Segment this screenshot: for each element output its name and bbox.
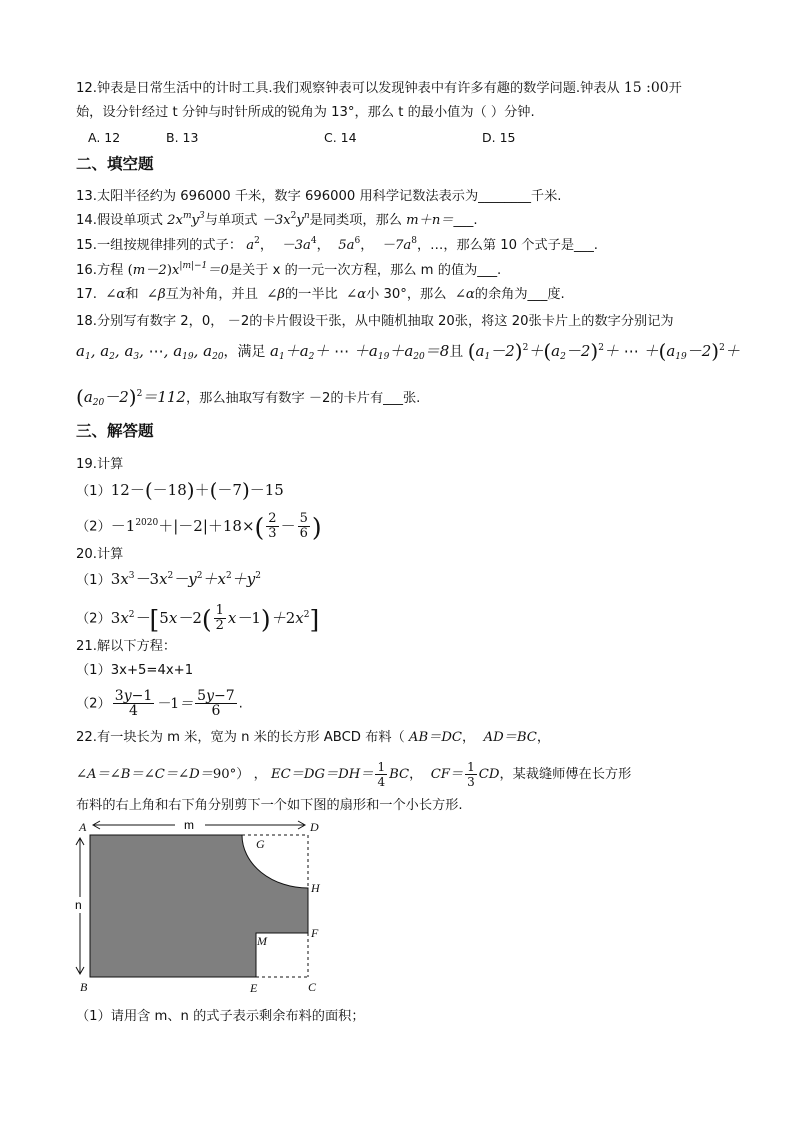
- label-a: A: [79, 820, 87, 834]
- q22-line3: 布料的右上角和右下角分别剪下一个如下图的扇形和一个小长方形.: [76, 798, 463, 813]
- label-d: D: [310, 820, 319, 834]
- q15: 15.一组按规律排列的式子： $a^2$， $-3a^4$， $5a^6$， $-7a^8$，…，那么第 10 个式子是___.: [76, 236, 598, 253]
- q18-line2: $a_1$, $a_2$, $a_3$, ⋯, $a_{19}$, $a_{20}$，满足 $a_1+a_2+$ ⋯ $+a_{19}+a_{20}=8$且 $(a_1-2)^2+(a_2-2)^2+$ ⋯ $+(a_{19}-2)^2+$: [76, 339, 740, 363]
- q12-option-d: D. 15: [482, 130, 516, 145]
- section-answer-title: 三、解答题: [76, 422, 154, 440]
- q21-title: 21.解以下方程：: [76, 639, 177, 654]
- label-n: n: [75, 898, 82, 912]
- label-f: F: [311, 926, 319, 940]
- label-m-point: M: [257, 934, 267, 948]
- q19-part1: （1）12－(－18)＋(－7)－15: [76, 478, 284, 502]
- q20-title: 20.计算: [76, 547, 124, 562]
- q12-line1: 12.钟表是日常生活中的计时工具.我们观察钟表可以发现钟表中有许多有趣的数学问题.钟表从 15 :00开: [76, 80, 682, 96]
- label-b: B: [80, 980, 88, 994]
- q14: 14.假设单项式 $2x^my^3$与单项式 $-3x^2y^n$是同类项，那么 m＋n＝___.: [76, 211, 478, 228]
- fabric-diagram: [70, 815, 350, 1000]
- q20-part2: $(2)3x^2-[5x-2$( $\frac{1}{2}$ $x-1)+2x^2$]: [76, 603, 320, 634]
- q22-sub1: （1）请用含 m、n 的式子表示剩余布料的面积；: [76, 1009, 365, 1024]
- q21-part2: （2） $\frac{3y-1}{4}$ －1＝ $\frac{5y-7}{6}$ .: [76, 688, 243, 719]
- q19-part2: $(2)-1^{2020}+|-2|+18\times$( $\frac{2}{3}$ － $\frac{5}{6}$ ): [76, 511, 322, 542]
- q16: 16.方程 $(m-2)x^{|m|-1}=0$是关于 x 的一元一次方程，那么 m 的值为___.: [76, 261, 502, 278]
- section-fill-in-title: 二、填空题: [76, 155, 154, 173]
- remaining-fabric-shape: [90, 835, 308, 977]
- label-c: C: [308, 980, 317, 994]
- q21-part1: （1）3x+5=4x+1: [76, 663, 194, 678]
- label-m: m: [184, 818, 194, 832]
- q22-line2: ∠A＝∠B＝∠C＝∠D＝90°） ， EC＝DG＝DH＝ $\frac{1}{4}$ BC， CF＝ $\frac{1}{3}$ CD，某裁缝师傅在长方形: [76, 760, 632, 789]
- label-e: E: [250, 981, 258, 995]
- q12-line2: 始，设分针经过 t 分钟与时针所成的锐角为 13°，那么 t 的最小值为（ ）分钟.: [76, 105, 535, 120]
- q20-part1: $(1)3x^3-3x^2-y^2+x^2+y^2$: [76, 570, 261, 588]
- q12-option-c: C. 14: [324, 130, 357, 145]
- label-h: H: [311, 881, 320, 895]
- q19-title: 19.计算: [76, 457, 124, 472]
- q18-line3: $(a_{20}-2)^2=112$，那么抽取写有数字 －2的卡片有___张.: [76, 385, 421, 409]
- q17: 17. ∠α和 ∠β互为补角，并且 ∠β的一半比 ∠α小 30°，那么 ∠α的余角为___度.: [76, 287, 565, 302]
- q22-line1: 22.有一块长为 m 米，宽为 n 米的长方形 ABCD 布料（ AB＝DC， AD＝BC，: [76, 730, 551, 745]
- q12-option-b: B. 13: [166, 130, 199, 145]
- q18-line1: 18.分别写有数字 2，0， －2的卡片假设干张，从中随机抽取 20张，将这 20张卡片上的数字分别记为: [76, 314, 674, 329]
- q12-option-a: A. 12: [88, 130, 121, 145]
- label-g: G: [256, 837, 265, 851]
- q13: 13.太阳半径约为 696000 千米，数字 696000 用科学记数法表示为________千米.: [76, 189, 562, 204]
